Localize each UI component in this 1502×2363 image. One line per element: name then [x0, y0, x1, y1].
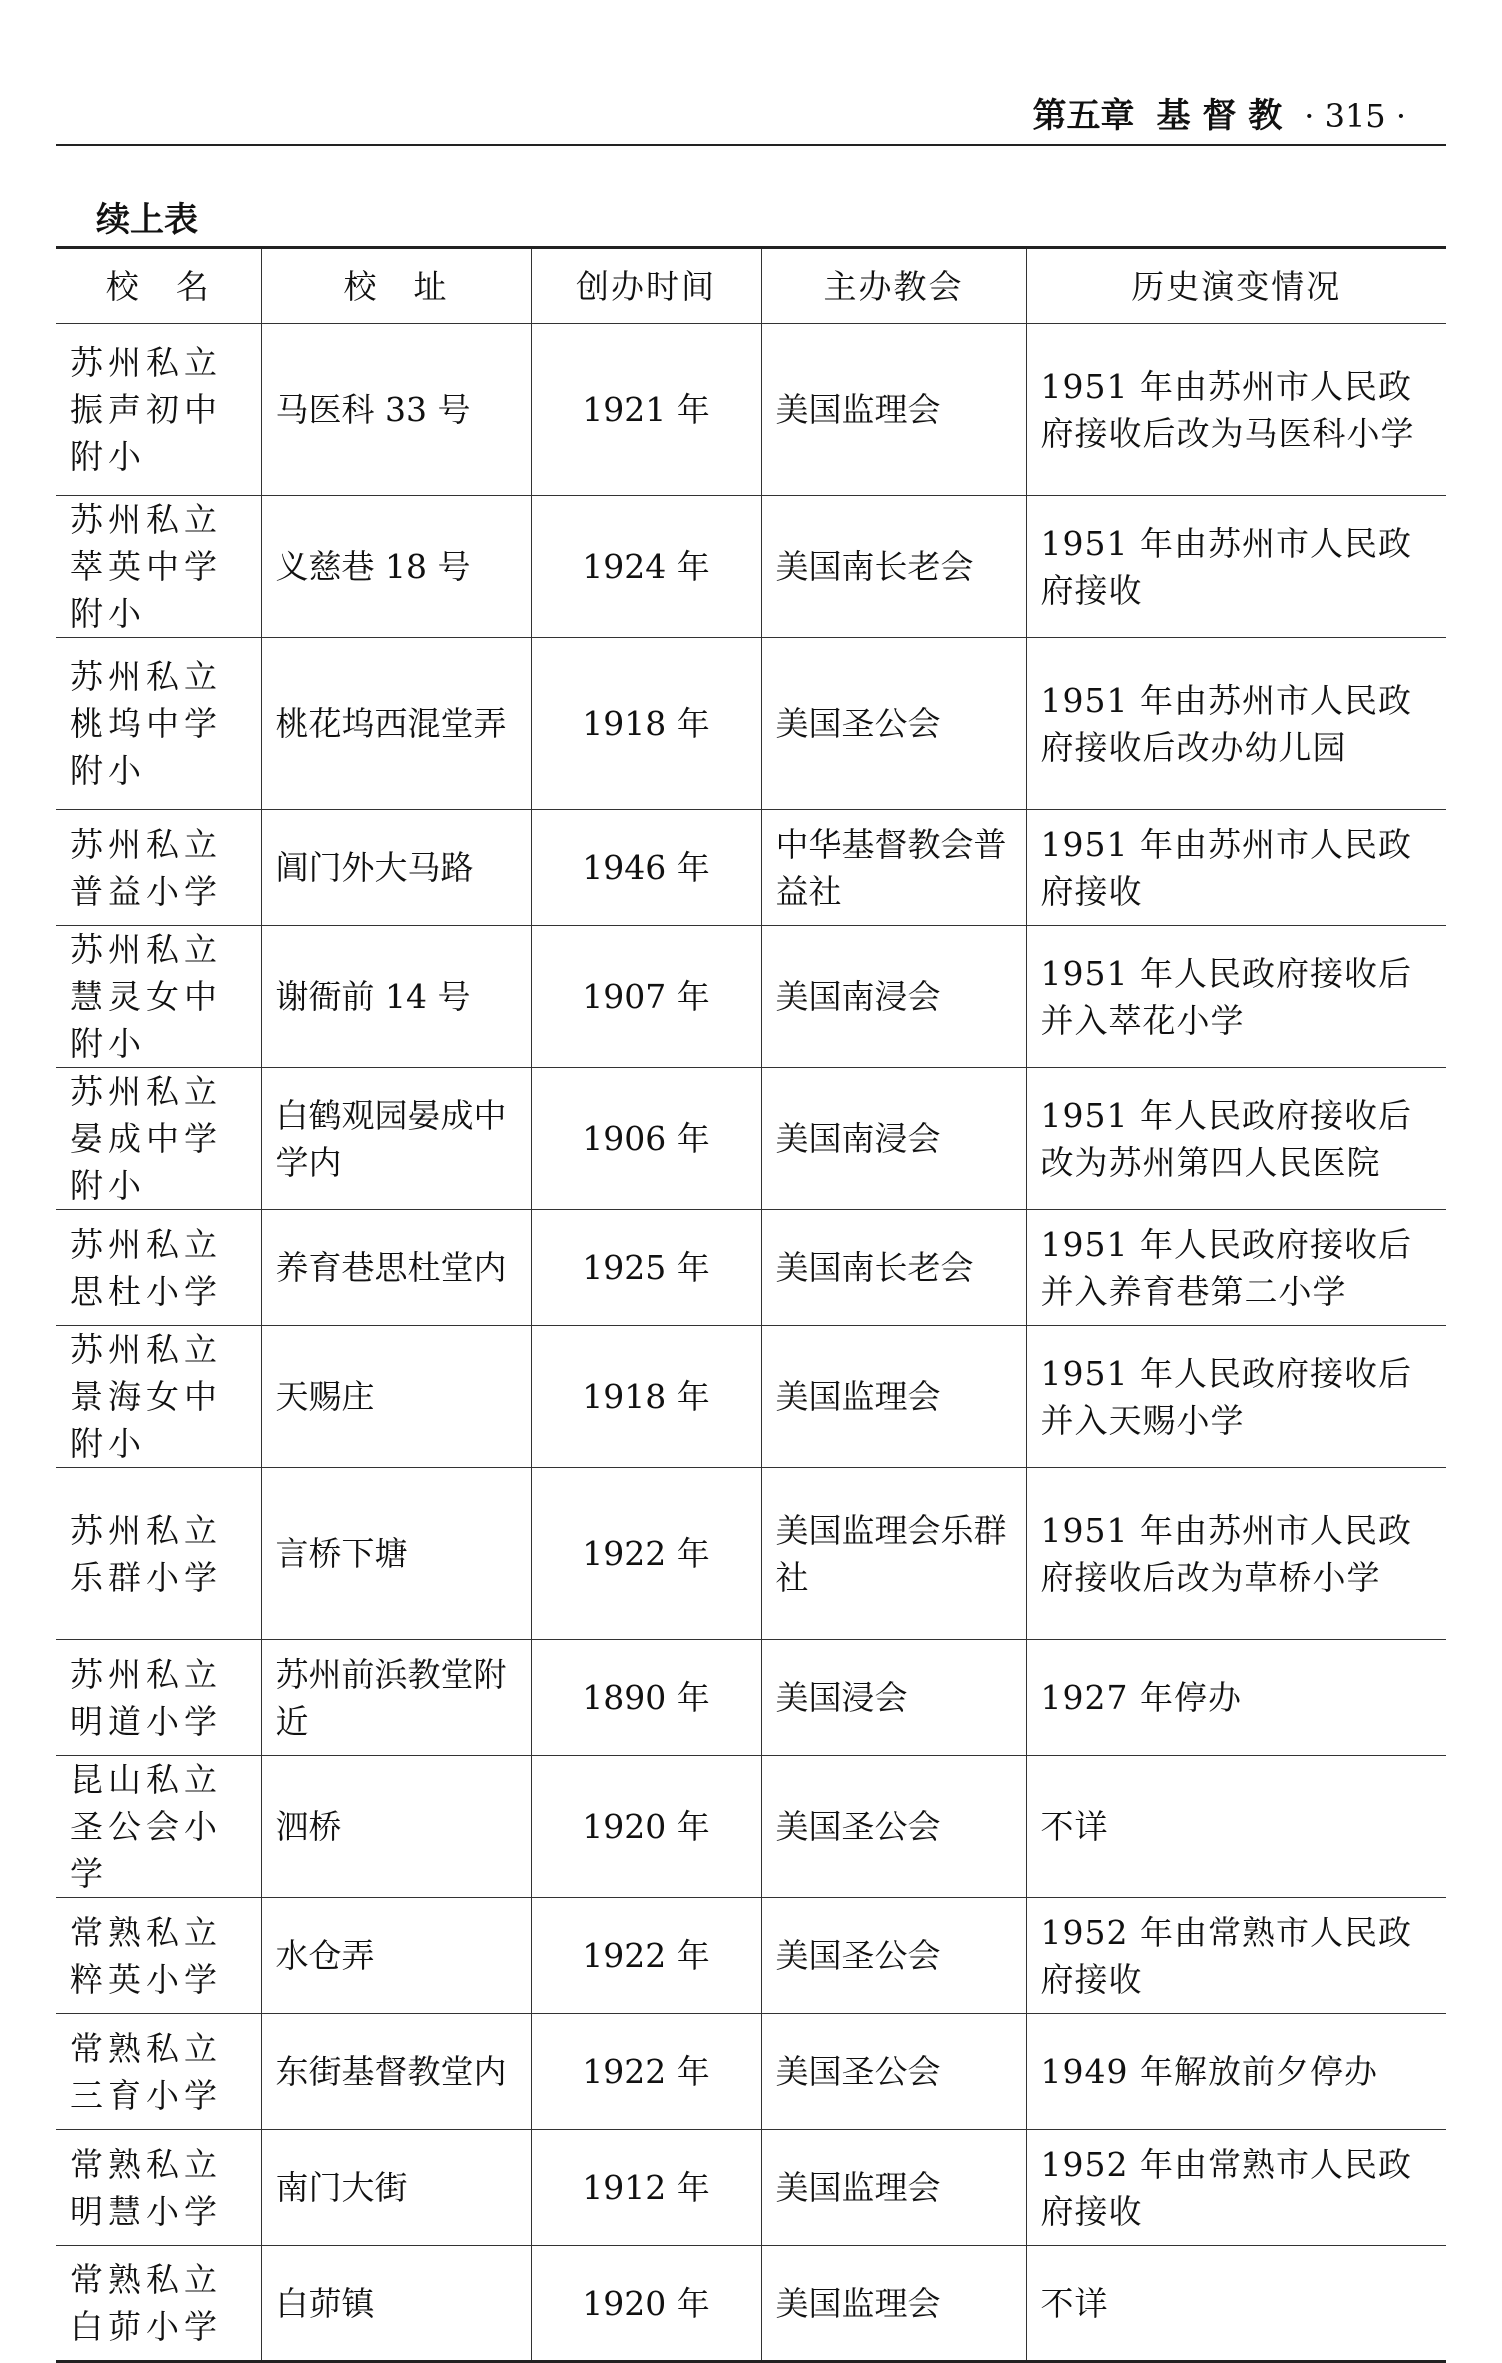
school-name: 苏州私立晏成中学附小	[56, 1068, 261, 1210]
column-header-church: 主办教会	[761, 248, 1026, 324]
school-address: 泗桥	[261, 1756, 531, 1898]
history-note: 1951 年人民政府接收后并入养育巷第二小学	[1026, 1210, 1446, 1326]
history-note: 不详	[1026, 1756, 1446, 1898]
founded-year: 1920 年	[531, 1756, 761, 1898]
school-address: 水仓弄	[261, 1898, 531, 2014]
founded-year: 1922 年	[531, 1468, 761, 1640]
table-header-row	[56, 248, 1446, 324]
sponsoring-church: 美国圣公会	[761, 638, 1026, 810]
school-address: 南门大街	[261, 2130, 531, 2246]
history-note: 1952 年由常熟市人民政府接收	[1026, 1898, 1446, 2014]
school-address: 天赐庄	[261, 1326, 531, 1468]
sponsoring-church: 美国南浸会	[761, 926, 1026, 1068]
sponsoring-church: 美国监理会乐群社	[761, 1468, 1026, 1640]
school-name: 苏州私立桃坞中学附小	[56, 638, 261, 810]
table-row	[56, 324, 1446, 496]
history-note: 1951 年人民政府接收后改为苏州第四人民医院	[1026, 1068, 1446, 1210]
school-address: 言桥下塘	[261, 1468, 531, 1640]
table-body	[56, 324, 1446, 2362]
column-header-address: 校 址	[261, 248, 531, 324]
table-row	[56, 1210, 1446, 1326]
history-note: 1952 年由常熟市人民政府接收	[1026, 2130, 1446, 2246]
sponsoring-church: 美国圣公会	[761, 1756, 1026, 1898]
sponsoring-church: 美国南长老会	[761, 1210, 1026, 1326]
history-note: 1951 年由苏州市人民政府接收	[1026, 496, 1446, 638]
running-head-text	[1033, 88, 1406, 137]
sponsoring-church: 美国监理会	[761, 2130, 1026, 2246]
founded-year: 1922 年	[531, 2014, 761, 2130]
school-name: 苏州私立慧灵女中附小	[56, 926, 261, 1068]
school-address: 阊门外大马路	[261, 810, 531, 926]
sponsoring-church: 美国南浸会	[761, 1068, 1026, 1210]
page-number: · 315 ·	[1304, 97, 1406, 135]
column-header-name: 校 名	[56, 248, 261, 324]
history-note: 1951 年由苏州市人民政府接收后改为马医科小学	[1026, 324, 1446, 496]
table-row	[56, 810, 1446, 926]
school-name: 苏州私立乐群小学	[56, 1468, 261, 1640]
section-title: 基 督 教	[1156, 96, 1283, 136]
founded-year: 1921 年	[531, 324, 761, 496]
founded-year: 1918 年	[531, 1326, 761, 1468]
school-name: 常熟私立明慧小学	[56, 2130, 261, 2246]
school-name: 苏州私立思杜小学	[56, 1210, 261, 1326]
founded-year: 1922 年	[531, 1898, 761, 2014]
table-row	[56, 1068, 1446, 1210]
table-row	[56, 2246, 1446, 2362]
founded-year: 1946 年	[531, 810, 761, 926]
table-row	[56, 1640, 1446, 1756]
history-note: 1951 年由苏州市人民政府接收后改为草桥小学	[1026, 1468, 1446, 1640]
school-address: 苏州前浜教堂附近	[261, 1640, 531, 1756]
school-name: 苏州私立萃英中学附小	[56, 496, 261, 638]
school-name: 常熟私立粹英小学	[56, 1898, 261, 2014]
founded-year: 1924 年	[531, 496, 761, 638]
school-name: 苏州私立景海女中附小	[56, 1326, 261, 1468]
table-row	[56, 638, 1446, 810]
table-row	[56, 1326, 1446, 1468]
history-note: 1951 年人民政府接收后并入萃花小学	[1026, 926, 1446, 1068]
school-address: 白茆镇	[261, 2246, 531, 2362]
founded-year: 1920 年	[531, 2246, 761, 2362]
table-row	[56, 2014, 1446, 2130]
table-row	[56, 496, 1446, 638]
column-header-founded: 创办时间	[531, 248, 761, 324]
table-row	[56, 1468, 1446, 1640]
column-header-history: 历史演变情况	[1026, 248, 1446, 324]
history-note: 不详	[1026, 2246, 1446, 2362]
sponsoring-church: 美国圣公会	[761, 1898, 1026, 2014]
table-row	[56, 2130, 1446, 2246]
school-address: 东街基督教堂内	[261, 2014, 531, 2130]
history-note: 1949 年解放前夕停办	[1026, 2014, 1446, 2130]
sponsoring-church: 中华基督教会普益社	[761, 810, 1026, 926]
founded-year: 1906 年	[531, 1068, 761, 1210]
school-name: 常熟私立三育小学	[56, 2014, 261, 2130]
table-row	[56, 926, 1446, 1068]
school-name: 苏州私立普益小学	[56, 810, 261, 926]
founded-year: 1912 年	[531, 2130, 761, 2246]
school-address: 桃花坞西混堂弄	[261, 638, 531, 810]
school-address: 马医科 33 号	[261, 324, 531, 496]
history-note: 1927 年停办	[1026, 1640, 1446, 1756]
sponsoring-church: 美国监理会	[761, 1326, 1026, 1468]
history-note: 1951 年人民政府接收后并入天赐小学	[1026, 1326, 1446, 1468]
sponsoring-church: 美国浸会	[761, 1640, 1026, 1756]
founded-year: 1918 年	[531, 638, 761, 810]
school-address: 谢衙前 14 号	[261, 926, 531, 1068]
running-header	[56, 84, 1446, 146]
table-row	[56, 1756, 1446, 1898]
school-name: 苏州私立明道小学	[56, 1640, 261, 1756]
school-name: 苏州私立振声初中附小	[56, 324, 261, 496]
founded-year: 1907 年	[531, 926, 761, 1068]
school-name: 常熟私立白茆小学	[56, 2246, 261, 2362]
founded-year: 1890 年	[531, 1640, 761, 1756]
sponsoring-church: 美国圣公会	[761, 2014, 1026, 2130]
school-address: 白鹤观园晏成中学内	[261, 1068, 531, 1210]
schools-table	[56, 246, 1446, 2363]
sponsoring-church: 美国南长老会	[761, 496, 1026, 638]
history-note: 1951 年由苏州市人民政府接收后改办幼儿园	[1026, 638, 1446, 810]
founded-year: 1925 年	[531, 1210, 761, 1326]
chapter-label: 第五章	[1032, 96, 1135, 136]
history-note: 1951 年由苏州市人民政府接收	[1026, 810, 1446, 926]
school-address: 义慈巷 18 号	[261, 496, 531, 638]
school-address: 养育巷思杜堂内	[261, 1210, 531, 1326]
table-row	[56, 1898, 1446, 2014]
sponsoring-church: 美国监理会	[761, 2246, 1026, 2362]
sponsoring-church: 美国监理会	[761, 324, 1026, 496]
school-name: 昆山私立圣公会小学	[56, 1756, 261, 1898]
table-continuation-caption: 续上表	[96, 200, 198, 240]
